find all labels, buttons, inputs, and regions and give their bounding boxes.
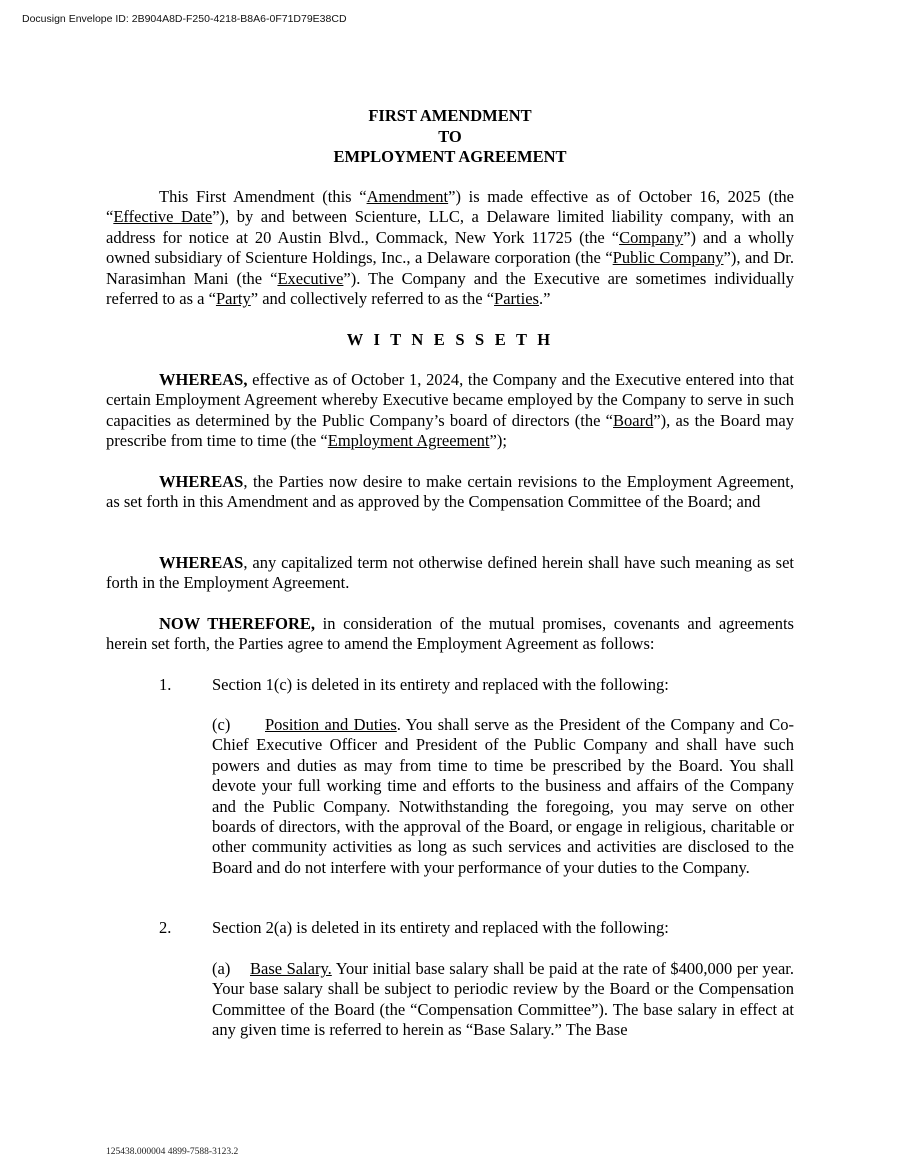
section-1c-title: Position and Duties [265,715,397,734]
defined-term-company: Company [619,227,684,247]
title-line-1: FIRST AMENDMENT [368,106,532,125]
item-1-number: 1. [159,675,172,694]
item-2-text: Section 2(a) is deleted in its entirety and replaced with the following: [212,918,669,937]
item-2-number: 2. [159,918,172,937]
section-1c-paragraph: (c) Position and Duties. You shall serve as the President of the Company and Co-Chief Executive Officer and President of the Public Company and shall have such powers and duties as may from time to time be prescribed by the Board. You shall devote your full working time and efforts to the business and affairs of the Company and the Public Company. Notwithstanding the foregoing, you may serve on other boards of directors, with the approval of the Board, or engage in religious, charitable or other community activities as long as such services and activities are disclosed to the Board and do not interfere with your performance of your duties to the Company. [212,715,794,877]
witnesseth-heading: W I T N E S S E T H [346,330,554,349]
title-line-2: TO [438,126,462,146]
whereas-paragraph-3: WHEREAS, any capitalized term not otherwise defined herein shall have such meaning as set forth in the Employment Agreement. [106,553,794,593]
defined-term-public-company: Public Company [612,248,724,268]
defined-term-amendment: Amendment [366,187,449,206]
section-2a-paragraph: (a) Base Salary. Your initial base salary shall be paid at the rate of $400,000 per year. Your base salary shall be subject to periodic review by the Board or the Compensation Committee of the Board (the “Compensation Committee”). The base salary in effect at any given time is referred to herein as “Base Salary.” The Base [212,959,794,1040]
title-line-3: EMPLOYMENT AGREEMENT [333,147,567,166]
section-2a-title: Base Salary. [250,959,332,978]
now-therefore-paragraph: NOW THEREFORE, in consideration of the mutual promises, covenants and agreements herein set forth, the Parties agree to amend the Employment Agreement as follows: [106,614,794,654]
whereas-paragraph-2: WHEREAS, the Parties now desire to make certain revisions to the Employment Agreement, as set forth in this Amendment and as approved by the Compensation Committee of the Board; and [106,472,794,512]
document-title [0,106,900,168]
defined-term-effective-date: Effective Date [113,207,213,227]
defined-term-party: Party [215,289,251,309]
intro-paragraph: This First Amendment (this “Amendment”) is made effective as of October 16, 2025 (the “Effective Date”), by and between Scienture, LLC, a Delaware limited liability company, with an address for notice at 20 Austin Blvd., Commack, New York 11725 (the “Company”) and a wholly owned subsidiary of Scienture Holdings, Inc., a Delaware corporation (the “Public Company”), and Dr. Narasimhan Mani (the “Executive”). The Company and the Executive are sometimes individually referred to as a “Party” and collectively referred to as the “Parties.” [106,187,795,309]
defined-term-board: Board [613,410,654,430]
whereas-paragraph-1: WHEREAS, effective as of October 1, 2024, the Company and the Executive entered into that certain Employment Agreement whereby Executive became employed by the Company to serve in such capacities as determined by the Public Company’s board of directors (the “Board”), as the Board may prescribe from time to time (the “Employment Agreement”); [106,370,795,451]
item-1-text: Section 1(c) is deleted in its entirety and replaced with the following: [212,675,669,694]
defined-term-executive: Executive [277,268,344,288]
section-1c-label: (c) [212,715,231,734]
section-2a-label: (a) [212,959,231,978]
docusign-envelope-id: Docusign Envelope ID: 2B904A8D-F250-4218-B8A6-0F71D79E38CD [22,13,347,25]
document-footer-id: 125438.000004 4899-7588-3123.2 [106,1147,239,1157]
defined-term-employment-agreement: Employment Agreement [327,431,490,451]
defined-term-parties: Parties [494,289,539,309]
